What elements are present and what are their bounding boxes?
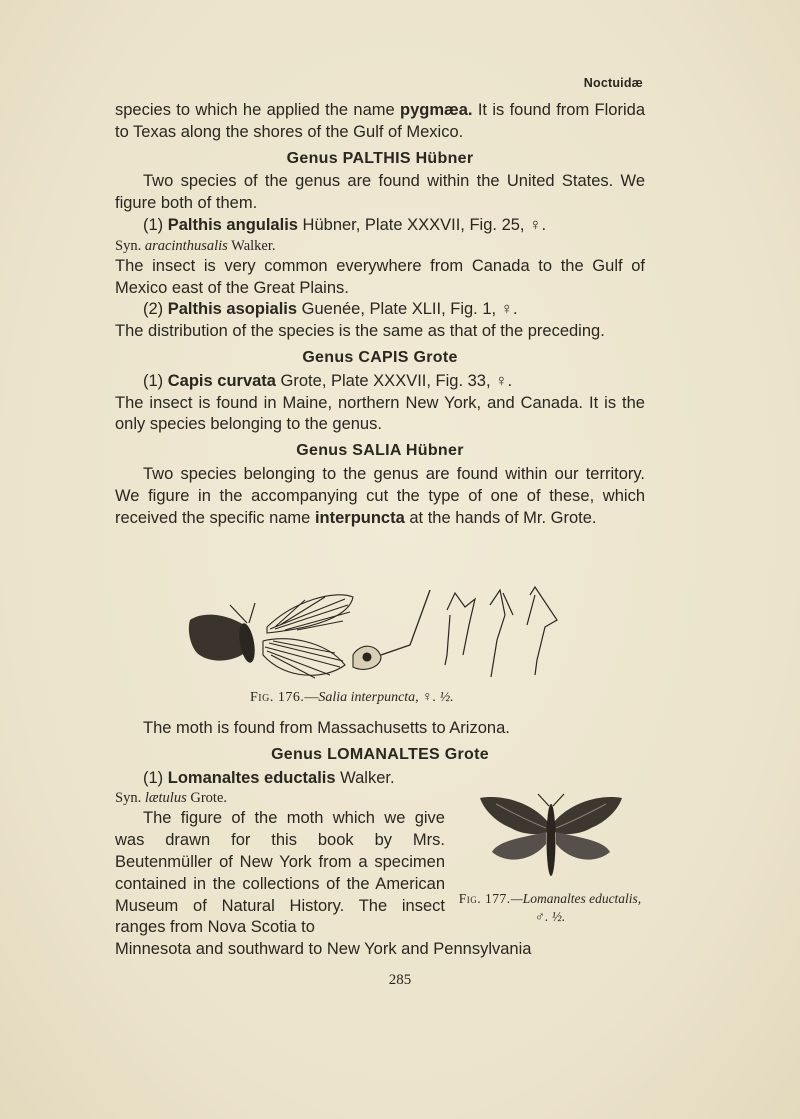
salia-intro [115,464,645,529]
syn-name: aracinthusalis [144,237,228,254]
caption-dash: — [304,690,319,705]
genus-heading-capis: Genus CAPIS Grote [302,348,458,366]
species-name: Capis curvata [167,371,276,390]
syn-author: Walker. [227,237,276,254]
figure-176-caption [250,690,550,706]
figure-176-illustration [185,585,575,685]
syn-name: lætulus [144,790,187,807]
species-name: Palthis asopialis [167,300,298,319]
figure-177-moth-icon [476,792,626,884]
genus-heading-salia: Genus SALIA Hübner [296,442,464,460]
syn-label: Syn. [115,790,145,807]
figure-label: Fig. 177. [458,891,511,906]
syn-label: Syn. [115,237,145,254]
genus-heading-palthis: Genus PALTHIS Hübner [286,149,474,167]
lomanaltes-species-1 [115,768,645,790]
palthis-synonym [115,237,645,256]
figure-177-caption [455,890,645,926]
species-number: (1) [143,768,168,787]
species-name: Lomanaltes eductalis [167,768,336,787]
species-plate-ref: Guenée, Plate XLII, Fig. 1, ♀. [297,300,518,319]
genus-heading-lomanaltes: Genus LOMANALTES Grote [271,745,489,763]
legs-icon [445,587,557,677]
caption-text: Salia interpuncta, ♀. ½. [318,690,454,705]
species-name: Palthis angulalis [167,215,298,234]
species-number: (1) [143,371,168,390]
species-name-pygmaea: pygmæa. [400,101,473,119]
salia-intro-text: Two species belonging to the genus are found within our territory. We figure in the accompanying cut the type of one of these, which received the specific name [115,464,645,527]
species-plate-ref: Grote, Plate XXXVII, Fig. 33, ♀. [275,371,513,390]
wing-venation-icon [263,595,353,678]
running-head: Noctuidæ [583,76,643,90]
species-author: Walker. [335,768,395,787]
palthis-species-2-text: The distribution of the species is the same as that of the preceding. [115,322,605,341]
page-number: 285 [388,972,412,988]
species-number: (2) [143,300,168,319]
species-plate-ref: Hübner, Plate XXXVII, Fig. 25, ♀. [297,215,547,234]
syn-author: Grote. [186,790,227,807]
text-column-top [115,100,645,529]
intro-text-tail: It is found from Florida to Texas along the shores of the Gulf of Mexico. [115,101,645,141]
salia-intro-tail: at the hands of Mr. Grote. [404,508,597,527]
palthis-species-1 [115,215,645,237]
capis-species-1-text: The insect is found in Maine, northern New York, and Canada. It is the only species belonging to the genus. [115,393,645,434]
palthis-intro: Two species of the genus are found within the United States. We figure both of them. [115,172,645,213]
palthis-species-2 [115,299,645,321]
salia-after-figure: The moth is found from Massachusetts to Arizona. [143,719,510,737]
capis-species-1 [115,371,645,393]
palthis-species-1-text: The insect is very common everywhere from Canada to the Gulf of Mexico east of the Great Plains. [115,256,645,297]
caption-text: —Lomanaltes eductalis, ♂. ½. [510,891,642,924]
species-number: (1) [143,215,168,234]
moth-at-rest-icon [189,603,258,664]
lomanaltes-paragraph: The figure of the moth which we give was drawn for this book by Mrs. Beutenmüller of New York from a specimen contained in the collections of the American Museum of Natural History. The insect ranges from Nova Scotia to [115,809,445,937]
intro-text: species to which he applied the name [115,101,401,119]
intro-paragraph [115,100,645,144]
figure-label: Fig. 176. [250,690,305,705]
species-name-interpuncta: interpuncta [314,508,405,527]
lomanaltes-paragraph-last: Minnesota and southward to New York and Pennsylvania [115,940,532,959]
head-profile-icon [353,590,430,669]
